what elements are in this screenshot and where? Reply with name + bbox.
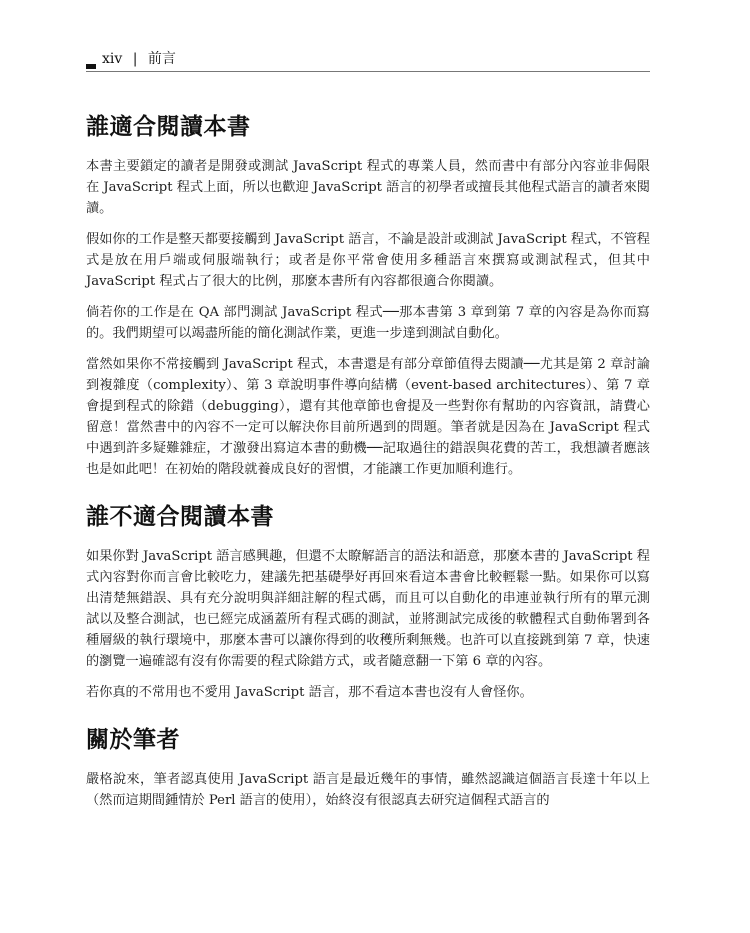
running-header	[86, 46, 650, 72]
header-marker	[86, 64, 96, 69]
section-who-should-read	[86, 112, 650, 480]
paragraph: 若你真的不常用也不愛用 JavaScript 語言，那不看這本書也沒有人會怪你。	[86, 685, 533, 700]
header-text	[102, 50, 176, 68]
paragraph: 當然如果你不常接觸到 JavaScript 程式，本書還是有部分章節值得去閱讀──尤其是第 2 章討論到複雜度（complexity）、第 3 章說明事件導向結構（event-based architectures）、第 7 章會提到程式的除錯（debugging），還有其他章節也會提及一些對你有幫助的內容資訊，請費心留意！當然書中的內容不一定可以解決你目前所遇到的問題。筆者就是因為在 JavaScript 程式中遇到許多疑難雜症，才激發出寫這本書的動機──記取過往的錯誤與花費的苦工，我想讀者應該也是如此吧！在初始的階段就養成良好的習慣，才能讓工作更加順利進行。	[86, 357, 650, 477]
section-heading: 誰適合閱讀本書	[86, 114, 251, 140]
header-section-title: 前言	[147, 51, 176, 67]
paragraph: 倘若你的工作是在 QA 部門測試 JavaScript 程式──那本書第 3 章到第 7 章的內容是為你而寫的。我們期望可以竭盡所能的簡化測試作業，更進一步達到測試自動化。	[86, 305, 650, 341]
section-about-author	[86, 725, 650, 811]
paragraph: 假如你的工作是整天都要接觸到 JavaScript 語言，不論是設計或測試 JavaScript 程式，不管程式是放在用戶端或伺服端執行；或者是你平常會使用多種語言來撰寫或測試程式，但其中 JavaScript 程式占了很大的比例，那麼本書所有內容都很適合你閱讀。	[86, 232, 650, 289]
header-rule	[86, 71, 650, 72]
page-number: xiv	[102, 51, 123, 67]
section-who-should-not-read	[86, 502, 650, 703]
section-heading: 誰不適合閱讀本書	[86, 504, 274, 530]
page-content	[86, 112, 650, 821]
header-separator: |	[132, 51, 138, 67]
paragraph: 本書主要鎖定的讀者是開發或測試 JavaScript 程式的專業人員，然而書中有部分內容並非侷限在 JavaScript 程式上面，所以也歡迎 JavaScript 語言的初學者或擅長其他程式語言的讀者來閱讀。	[86, 159, 650, 216]
paragraph: 嚴格說來，筆者認真使用 JavaScript 語言是最近幾年的事情，雖然認識這個語言長達十年以上（然而這期間鍾情於 Perl 語言的使用），始終沒有很認真去研究這個程式語言的	[86, 772, 650, 808]
paragraph: 如果你對 JavaScript 語言感興趣，但還不太瞭解語言的語法和語意，那麼本書的 JavaScript 程式內容對你而言會比較吃力，建議先把基礎學好再回來看這本書會比較輕鬆一點。如果你可以寫出清楚無錯誤、具有充分說明與詳細註解的程式碼，而且可以自動化的串連並執行所有的單元測試以及整合測試，也已經完成涵蓋所有程式碼的測試，並將測試完成後的軟體程式自動佈署到各種層級的執行環境中，那麼本書可以讓你得到的收穫所剩無幾。也許可以直接跳到第 7 章，快速的瀏覽一遍確認有沒有你需要的程式除錯方式，或者隨意翻一下第 6 章的內容。	[86, 549, 650, 669]
section-heading: 關於筆者	[86, 727, 180, 753]
